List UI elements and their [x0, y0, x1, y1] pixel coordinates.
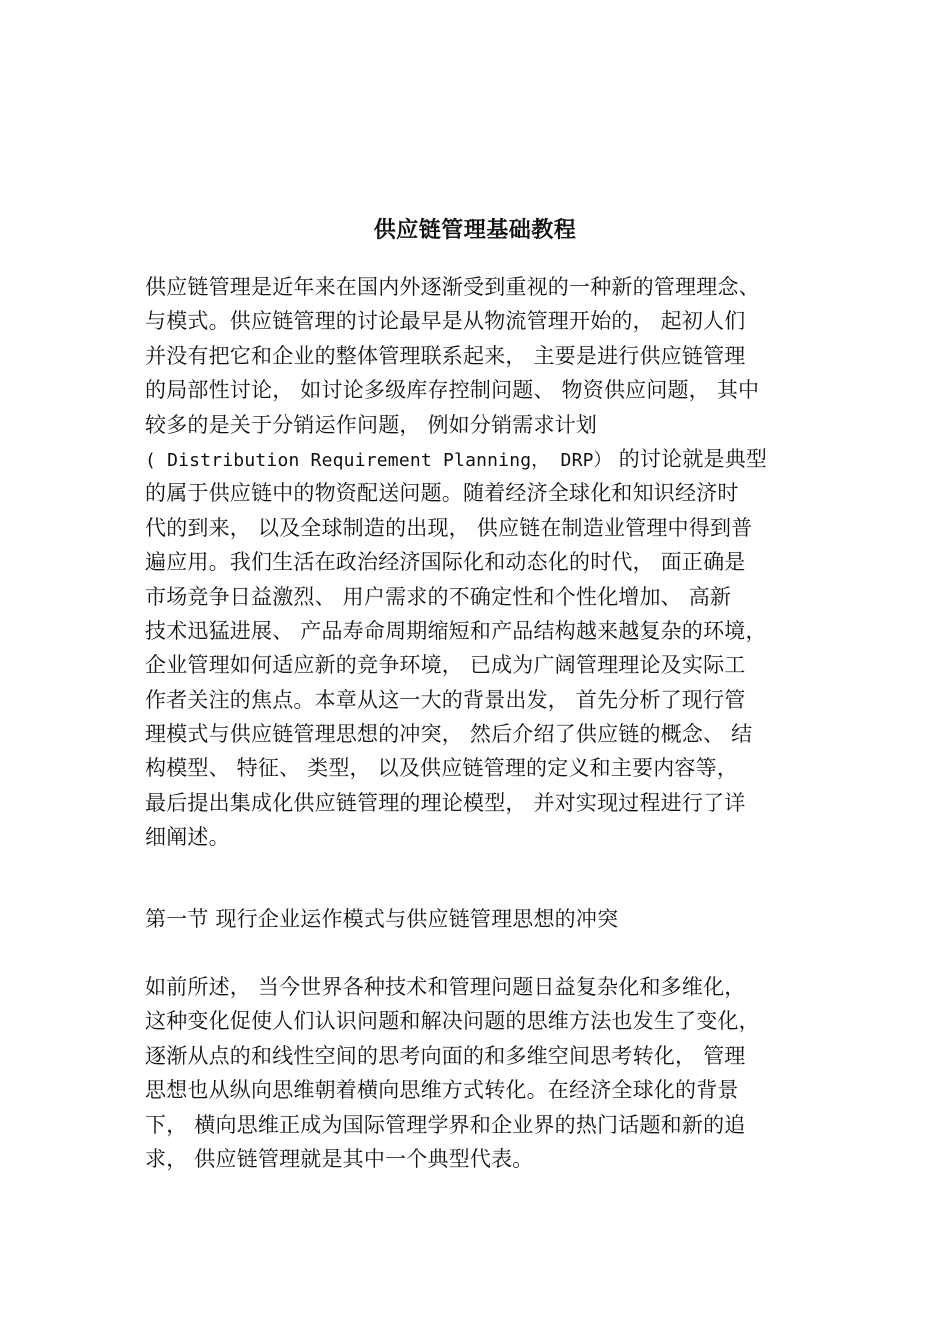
- section-heading-block: [145, 902, 825, 936]
- paragraph-line: 的属于供应链中的物资配送问题。随着经济全球化和知识经济时: [145, 481, 739, 506]
- paragraph-line: 代的到来， 以及全球制造的出现， 供应链在制造业管理中得到普: [145, 515, 753, 540]
- paragraph-line: 与模式。供应链管理的讨论最早是从物流管理开始的， 起初人们: [145, 309, 746, 334]
- section-paragraph: [145, 970, 825, 1176]
- paragraph-line: 技术迅猛进展、 产品寿命周期缩短和产品结构越来越复杂的环境，: [145, 618, 767, 643]
- paragraph-line-latin: [145, 442, 825, 476]
- document-title: 供应链管理基础教程: [373, 218, 577, 243]
- paragraph-line: 市场竞争日益激烈、 用户需求的不确定性和个性化增加、 高新: [145, 584, 732, 609]
- paragraph-line: 供应链管理是近年来在国内外逐渐受到重视的一种新的管理理念、: [145, 275, 760, 299]
- paragraph-line: 最后提出集成化供应链管理的理论模型， 并对实现过程进行了详: [145, 790, 746, 815]
- paragraph-line: 企业管理如何适应新的竞争环境， 已成为广阔管理理论及实际工: [145, 653, 746, 678]
- paragraph-line: 的局部性讨论， 如讨论多级库存控制问题、 物资供应问题， 其中: [145, 378, 760, 403]
- paragraph-line: 较多的是关于分销运作问题， 例如分销需求计划: [145, 412, 598, 437]
- paragraph-line: 遍应用。我们生活在政治经济国际化和动态化的时代， 面正确是: [145, 550, 746, 575]
- drp-tail: 的讨论就是典型: [611, 446, 768, 471]
- paragraph-line: 逐渐从点的和线性空间的思考向面的和多维空间思考转化， 管理: [145, 1043, 746, 1068]
- paragraph-line: 并没有把它和企业的整体管理联系起来， 主要是进行供应链管理: [145, 343, 746, 368]
- paragraph-line: 细阐述。: [145, 825, 230, 850]
- paragraph-line: 思想也从纵向思维朝着横向思维方式转化。在经济全球化的背景: [145, 1078, 739, 1103]
- intro-paragraph: [145, 270, 825, 855]
- paragraph-line: 下， 横向思维正成为国际管理学界和企业界的热门话题和新的追: [145, 1112, 746, 1137]
- paragraph-line: 理模式与供应链管理思想的冲突， 然后介绍了供应链的概念、 结: [145, 722, 753, 747]
- paragraph-line: 如前所述， 当今世界各种技术和管理问题日益复杂化和多维化，: [145, 975, 746, 999]
- paragraph-line: 作者关注的焦点。本章从这一大的背景出发， 首先分析了现行管: [145, 687, 746, 712]
- section-heading: 第一节 现行企业运作模式与供应链管理思想的冲突: [145, 907, 619, 931]
- drp-term: ( Distribution Requirement Planning， DRP）: [145, 449, 612, 471]
- paragraph-line: 构模型、 特征、 类型， 以及供应链管理的定义和主要内容等，: [145, 756, 739, 781]
- paragraph-line: 这种变化促使人们认识问题和解决问题的思维方法也发生了变化，: [145, 1009, 760, 1034]
- paragraph-line: 求， 供应链管理就是其中一个典型代表。: [145, 1146, 534, 1171]
